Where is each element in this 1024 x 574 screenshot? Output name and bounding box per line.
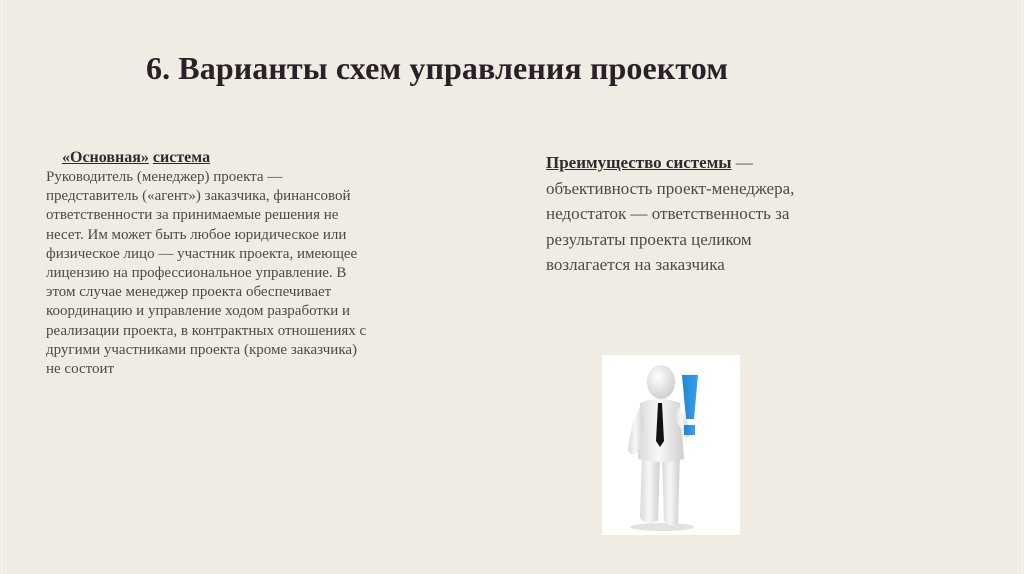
left-body-line: представитель («агент») заказчика, финансовой — [46, 188, 351, 205]
figure-right-leg — [662, 453, 680, 526]
left-column — [46, 148, 426, 379]
advantage-dash: — — [731, 153, 753, 172]
left-heading-rest: система — [152, 149, 211, 166]
left-body-line: этом случае менеджер проекта обеспечивает — [46, 284, 332, 301]
right-line: объективность проект-менеджера, — [546, 178, 795, 198]
figure-shadow — [630, 523, 694, 531]
right-line: возлагается на заказчика — [546, 255, 725, 274]
advantage-label: Преимущество системы — [546, 153, 732, 172]
exclamation-dot — [684, 425, 695, 435]
person-with-exclamation-icon — [602, 355, 740, 535]
left-body-line: реализации проекта, в контрактных отношениях с — [46, 322, 367, 339]
right-line: недостаток — ответственность за — [546, 204, 790, 223]
slide-title: 6. Варианты схем управления проектом — [146, 50, 729, 86]
left-body-line: Руководитель (менеджер) проекта — — [46, 169, 283, 185]
left-body-line: лицензию на профессиональное управление. В — [46, 265, 347, 282]
right-column — [546, 150, 876, 278]
left-body-line: не состоит — [46, 361, 115, 378]
left-heading-quoted: «Основная» — [62, 149, 149, 166]
advantage-line — [546, 150, 876, 176]
left-body-line: несет. Им может быть любое юридическое или — [46, 226, 347, 243]
right-text — [546, 150, 876, 278]
left-body-line: физическое лицо — участник проекта, имеющее — [46, 245, 358, 262]
exclamation-bar — [682, 375, 698, 419]
left-body-line: координацию и управление ходом разработки и — [46, 303, 351, 320]
figure-left-leg — [640, 453, 660, 523]
slide-edge-left — [1, 0, 2, 574]
figure-head — [647, 365, 675, 399]
left-body-line: другими участниками проекта (кроме заказчика) — [46, 341, 358, 358]
right-line: результаты проекта целиком — [546, 229, 752, 249]
left-body-line: ответственности за принимаемые решения не — [46, 207, 339, 224]
left-body — [46, 168, 426, 379]
left-heading — [62, 148, 426, 168]
slide-edge-right — [1022, 0, 1023, 574]
